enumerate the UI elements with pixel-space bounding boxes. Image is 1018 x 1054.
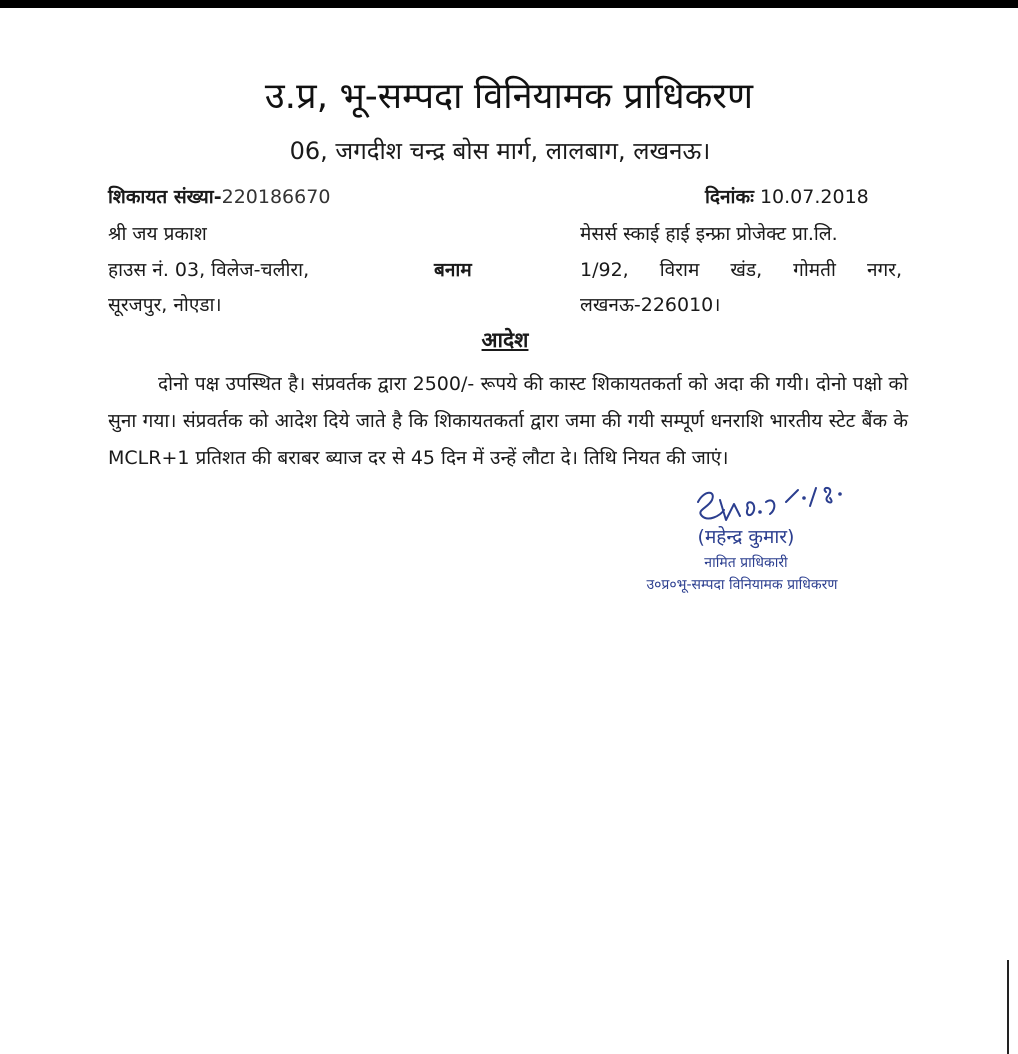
order-date [705, 183, 869, 209]
signature-dot [758, 510, 762, 514]
signature-dot [838, 492, 842, 496]
complaint-number [108, 183, 330, 209]
complaint-number-label: शिकायत संख्या- [108, 186, 222, 208]
order-paragraph: दोनो पक्ष उपस्थित है। संप्रवर्तक द्वारा 2500/- रूपये की कास्ट शिकायतकर्ता को अदा की गयी। दोनो पक्षो को सुना गया। संप्रवर्तक को आदेश दिये जाते है कि शिकायतकर्ता द्वारा जमा की गयी सम्पूर्ण धनराशि भारतीय स्टेट बैंक के MCLR+1 प्रतिशत की बराबर ब्याज दर से 45 दिन में उन्हें लौटा दे। तिथि नियत की जाएं। [108, 373, 908, 469]
complainant-address-line2: सूरजपुर, नोएडा। [108, 294, 222, 316]
scan-speck [106, 122, 120, 132]
signatory-name: (महेन्द्र कुमार) [697, 526, 795, 548]
order-body [108, 366, 908, 477]
signatory-organization: उ०प्र०भू-सम्पदा विनियामक प्राधिकरण [646, 577, 838, 593]
signature-stroke-6 [810, 488, 816, 506]
authority-title: उ.प्र, भू-सम्पदा विनियामक प्राधिकरण [264, 76, 754, 117]
scan-top-border [0, 0, 1018, 8]
respondent-address-line1: 1/92, विराम खंड, गोमती नगर, [580, 259, 902, 281]
order-date-value: 10.07.2018 [759, 186, 869, 208]
scan-right-edge [1007, 960, 1009, 1054]
signature-stroke-4 [766, 500, 774, 514]
respondent-name: मेसर्स स्काई हाई इन्फ्रा प्रोजेक्ट प्रा.लि. [580, 223, 838, 245]
complaint-number-value: 220186670 [221, 186, 331, 208]
signature-stroke-3 [747, 502, 754, 515]
signature-stroke-7 [825, 488, 832, 503]
complainant-name: श्री जय प्रकाश [108, 223, 207, 245]
order-heading: आदेश [481, 328, 529, 352]
complainant-address-line1: हाउस नं. 03, विलेज-चलीरा, [108, 259, 310, 281]
signature-stroke-5 [786, 490, 798, 502]
authority-address: 06, जगदीश चन्द्र बोस मार्ग, लालबाग, लखनऊ। [289, 137, 711, 165]
signature-stroke-2 [720, 500, 740, 520]
signature-dot [802, 496, 806, 500]
respondent-address-line2: लखनऊ-226010। [580, 294, 721, 316]
order-date-label: दिनांकः [705, 186, 754, 208]
signature-stroke-1 [698, 493, 724, 519]
versus-label: बनाम [434, 259, 472, 281]
signatory-designation: नामित प्राधिकारी [704, 555, 788, 571]
